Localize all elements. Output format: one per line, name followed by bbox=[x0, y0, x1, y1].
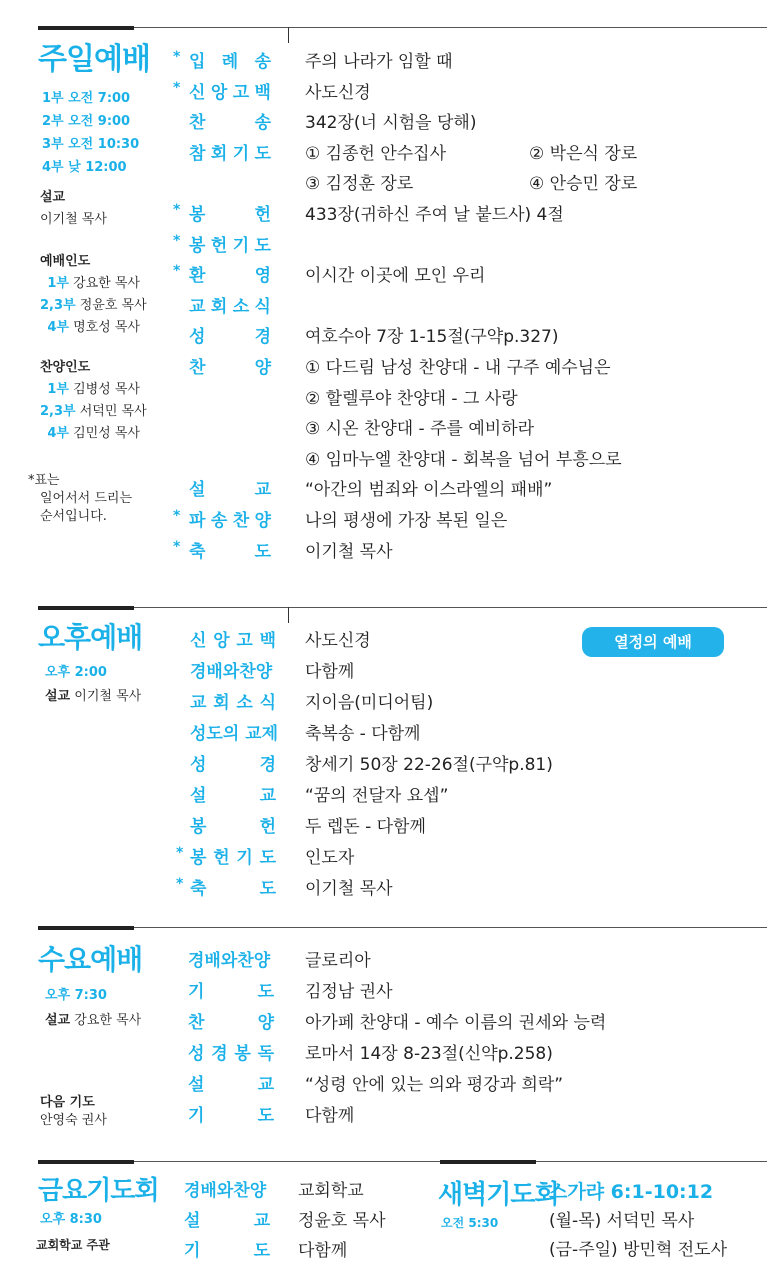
order-row bbox=[0, 657, 767, 687]
order-label: 성 경 bbox=[189, 327, 271, 348]
next-prayer-label: 다음 기도 bbox=[40, 1095, 95, 1110]
order-value-2: ② 박은식 장로 bbox=[529, 143, 638, 164]
order-value: ① 다드림 남성 찬양대 - 내 구주 예수님은 bbox=[305, 358, 611, 378]
order-row bbox=[0, 781, 767, 811]
order-row bbox=[0, 169, 767, 199]
order-value: 342장(너 시험을 당해) bbox=[305, 113, 477, 134]
order-value: 로마서 14장 8-23절(신약p.258) bbox=[305, 1044, 553, 1064]
divider bbox=[134, 927, 767, 928]
sunday-title: 주일예배 bbox=[38, 42, 150, 77]
order-label: 축 도 bbox=[190, 879, 276, 899]
order-label: 기 도 bbox=[184, 1241, 270, 1261]
order-label: 봉 헌 기 도 bbox=[189, 235, 271, 256]
note-line2: 일어서서 드리는 bbox=[40, 491, 133, 506]
section-bar bbox=[38, 26, 134, 30]
friday-host: 교회학교 주관 bbox=[36, 1238, 110, 1252]
sunday-time: 3부 오전 10:30 bbox=[42, 137, 140, 152]
order-row bbox=[0, 475, 767, 505]
order-value: 이기철 목사 bbox=[305, 879, 393, 899]
order-row bbox=[0, 812, 767, 842]
order-value: ① 김종헌 안수집사 bbox=[305, 143, 447, 164]
order-value: 다함께 bbox=[305, 662, 355, 682]
divider-tick bbox=[288, 27, 289, 43]
wednesday-sermon-label: 설교 bbox=[45, 1013, 71, 1028]
afternoon-title: 오후예배 bbox=[38, 621, 143, 654]
order-row bbox=[0, 1008, 767, 1038]
order-label: 찬 양 bbox=[188, 1013, 274, 1033]
note-line1: 표는 bbox=[34, 473, 60, 488]
staff-part: 1부 bbox=[47, 382, 69, 397]
order-label: 성 경 bbox=[190, 755, 276, 775]
dawn-line1: (월-목) 서덕민 목사 bbox=[549, 1211, 695, 1231]
order-value: 사도신경 bbox=[305, 631, 371, 651]
order-value: 433장(귀하신 주여 날 붙드사) 4절 bbox=[305, 205, 564, 225]
order-value: 김정남 권사 bbox=[305, 982, 393, 1002]
sunday-time: 1부 오전 7:00 bbox=[42, 91, 131, 106]
stand-marker: * bbox=[173, 79, 181, 96]
order-row bbox=[0, 1101, 767, 1131]
divider bbox=[536, 1161, 767, 1162]
order-row bbox=[0, 1039, 767, 1069]
stand-marker: * bbox=[173, 202, 181, 218]
order-value: 정윤호 목사 bbox=[298, 1211, 386, 1231]
stand-marker: * bbox=[176, 845, 184, 861]
order-row bbox=[0, 108, 767, 138]
order-row bbox=[0, 292, 767, 322]
section-bar bbox=[38, 1160, 134, 1164]
order-label: 설 교 bbox=[184, 1211, 270, 1231]
order-row bbox=[0, 353, 767, 383]
divider bbox=[134, 1161, 440, 1162]
sunday-lead-label: 예배인도 bbox=[40, 254, 91, 269]
afternoon-time: 오후 2:00 bbox=[45, 665, 107, 680]
order-label: 기 도 bbox=[188, 1106, 274, 1126]
note-star: * bbox=[28, 473, 35, 488]
order-row bbox=[0, 506, 767, 536]
order-row bbox=[0, 261, 767, 291]
order-label: 교 회 소 식 bbox=[189, 296, 271, 317]
order-value: 여호수아 7장 1-15절(구약p.327) bbox=[305, 327, 559, 348]
friday-title: 금요기도회 bbox=[38, 1176, 159, 1206]
order-label: 설 교 bbox=[190, 786, 276, 806]
order-value: ③ 김정훈 장로 bbox=[305, 174, 414, 195]
staff-part: 2,3부 bbox=[40, 404, 76, 419]
stand-marker: * bbox=[176, 876, 184, 892]
order-label: 찬 양 bbox=[189, 358, 271, 378]
order-row bbox=[0, 946, 767, 976]
order-label: 봉 헌 bbox=[190, 817, 276, 837]
order-row bbox=[0, 626, 767, 656]
sunday-sermon-name: 이기철 목사 bbox=[40, 212, 107, 227]
wednesday-time: 오후 7:30 bbox=[45, 988, 107, 1003]
section-bar bbox=[38, 606, 134, 610]
order-label: 입 례 송 bbox=[189, 52, 271, 72]
order-value: 아가페 찬양대 - 예수 이름의 권세와 능력 bbox=[305, 1013, 607, 1033]
order-row bbox=[0, 322, 767, 352]
order-label: 찬 송 bbox=[189, 113, 271, 134]
order-label: 환 영 bbox=[189, 266, 271, 287]
order-label: 축 도 bbox=[189, 541, 271, 562]
order-value: 다함께 bbox=[298, 1241, 348, 1261]
wednesday-sermon-name: 강요한 목사 bbox=[74, 1013, 142, 1028]
sunday-sermon-label: 설교 bbox=[40, 190, 66, 205]
order-label: 봉 헌 기 도 bbox=[190, 848, 276, 868]
order-label: 성 경 봉 독 bbox=[188, 1044, 274, 1064]
order-label: 교 회 소 식 bbox=[190, 693, 276, 713]
order-row bbox=[0, 719, 767, 749]
next-prayer-name: 안영숙 권사 bbox=[40, 1113, 107, 1128]
order-row bbox=[0, 384, 767, 414]
order-row bbox=[0, 750, 767, 780]
order-value: 교회학교 bbox=[298, 1181, 364, 1201]
order-label: 봉 헌 bbox=[189, 205, 271, 225]
order-label: 경배와찬양 bbox=[188, 951, 271, 971]
sunday-time: 2부 오전 9:00 bbox=[42, 114, 131, 129]
staff-name: 강요한 목사 bbox=[73, 276, 140, 291]
order-row bbox=[0, 977, 767, 1007]
order-label: 기 도 bbox=[188, 982, 274, 1002]
staff-part: 2,3부 bbox=[40, 298, 76, 313]
order-label: 참 회 기 도 bbox=[189, 143, 271, 164]
order-value: 나의 평생에 가장 복된 일은 bbox=[305, 511, 508, 531]
divider bbox=[134, 27, 767, 28]
dawn-title: 새벽기도회 bbox=[438, 1180, 559, 1210]
staff-part: 4부 bbox=[47, 426, 69, 441]
stand-marker: * bbox=[173, 49, 181, 65]
order-value: ③ 시온 찬양대 - 주를 예비하라 bbox=[305, 419, 535, 440]
order-value: 사도신경 bbox=[305, 82, 371, 103]
sunday-time: 4부 낮 12:00 bbox=[42, 160, 127, 175]
order-label: 경배와찬양 bbox=[190, 662, 273, 682]
divider bbox=[134, 607, 767, 608]
sunday-choir-label: 찬양인도 bbox=[40, 360, 91, 375]
staff-name: 김병성 목사 bbox=[73, 382, 140, 397]
order-value: 이시간 이곳에 모인 우리 bbox=[305, 266, 486, 287]
order-value: ② 할렐루야 찬양대 - 그 사랑 bbox=[305, 388, 518, 409]
order-value: “성령 안에 있는 의와 평강과 희락” bbox=[305, 1075, 564, 1095]
order-value: 글로리아 bbox=[305, 951, 371, 971]
order-row bbox=[0, 200, 767, 230]
order-row bbox=[0, 688, 767, 718]
order-value: 이기철 목사 bbox=[305, 541, 393, 562]
order-label: 경배와찬양 bbox=[184, 1181, 267, 1201]
order-row bbox=[0, 139, 767, 169]
order-row bbox=[0, 47, 767, 77]
staff-name: 명호성 목사 bbox=[73, 320, 140, 335]
friday-time: 오후 8:30 bbox=[40, 1212, 102, 1227]
staff-name: 서덕민 목사 bbox=[79, 404, 147, 419]
order-row bbox=[0, 537, 767, 567]
order-value: “아간의 범죄와 이스라엘의 패배” bbox=[305, 480, 553, 501]
order-label: 신 앙 고 백 bbox=[189, 82, 271, 103]
order-label: 설 교 bbox=[189, 480, 271, 501]
order-value: “꿈의 전달자 요셉” bbox=[305, 786, 449, 806]
order-row bbox=[0, 843, 767, 873]
order-label: 성도의 교제 bbox=[190, 724, 279, 744]
afternoon-badge: 열정의 예배 bbox=[582, 627, 724, 657]
order-value: 지이음(미디어팀) bbox=[305, 693, 434, 713]
section-bar bbox=[440, 1160, 536, 1164]
order-row bbox=[0, 1070, 767, 1100]
order-value: 축복송 - 다함께 bbox=[305, 724, 421, 744]
wednesday-title: 수요예배 bbox=[38, 943, 143, 976]
order-value: ④ 임마누엘 찬양대 - 회복을 넘어 부흥으로 bbox=[305, 449, 622, 470]
order-label: 신 앙 고 백 bbox=[190, 631, 276, 651]
order-row bbox=[0, 445, 767, 475]
order-value: 인도자 bbox=[305, 848, 355, 868]
staff-part: 1부 bbox=[47, 276, 69, 291]
dawn-time: 오전 5:30 bbox=[441, 1216, 499, 1230]
order-row bbox=[0, 78, 767, 108]
order-value-2: ④ 안승민 장로 bbox=[529, 174, 638, 195]
order-value: 두 렙돈 - 다함께 bbox=[305, 817, 426, 837]
order-row bbox=[0, 414, 767, 444]
dawn-line2: (금-주일) 방민혁 전도사 bbox=[549, 1240, 728, 1260]
stand-marker: * bbox=[173, 538, 181, 555]
order-value: 주의 나라가 임할 때 bbox=[305, 52, 453, 72]
staff-part: 4부 bbox=[47, 320, 69, 335]
stand-marker: * bbox=[173, 263, 181, 280]
stand-marker: * bbox=[173, 508, 181, 524]
afternoon-sermon-name: 이기철 목사 bbox=[74, 689, 142, 704]
order-value: 창세기 50장 22-26절(구약p.81) bbox=[305, 755, 553, 775]
afternoon-sermon-label: 설교 bbox=[45, 689, 71, 704]
order-label: 설 교 bbox=[188, 1075, 274, 1095]
order-label: 파 송 찬 양 bbox=[189, 511, 271, 531]
staff-name: 김민성 목사 bbox=[73, 426, 140, 441]
order-row bbox=[0, 874, 767, 904]
order-row bbox=[0, 231, 767, 261]
staff-name: 정윤호 목사 bbox=[79, 298, 147, 313]
section-bar bbox=[38, 926, 134, 930]
divider-tick bbox=[288, 607, 289, 623]
dawn-scripture: 스가랴 6:1-10:12 bbox=[549, 1181, 714, 1203]
stand-marker: * bbox=[173, 232, 181, 249]
note-line3: 순서입니다. bbox=[40, 509, 107, 524]
order-value: 다함께 bbox=[305, 1106, 355, 1126]
